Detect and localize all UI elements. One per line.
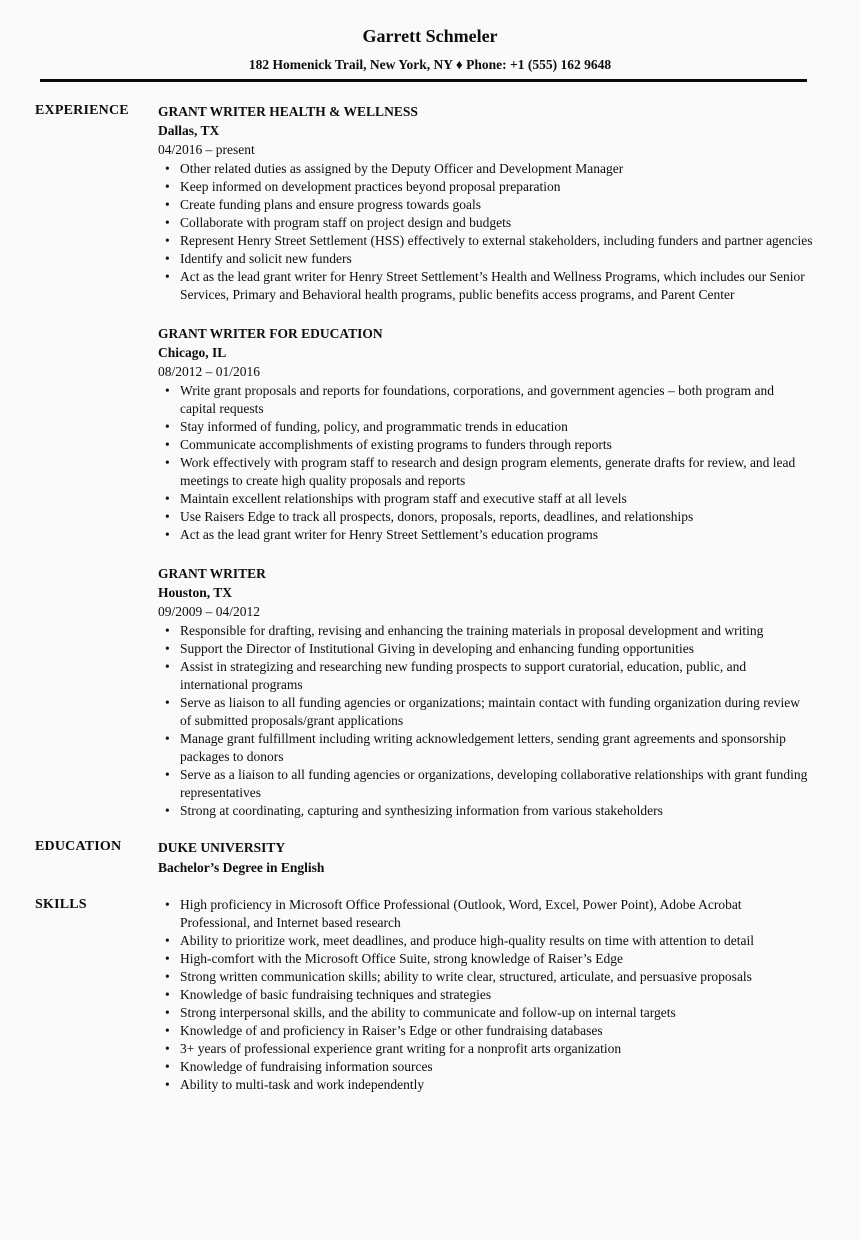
bullet-item: • Strong interpersonal skills, and the ability to communicate and follow-up on internal targets [158, 1004, 813, 1022]
job-bullet-list [158, 622, 813, 820]
bullet-item: • Other related duties as assigned by the Deputy Officer and Development Manager [158, 160, 813, 178]
bullet-item: • Serve as liaison to all funding agencies or organizations; maintain contact with funding organization during review of submitted proposals/grant applications [158, 694, 813, 730]
job-entry [158, 324, 813, 544]
candidate-name: Garrett Schmeler [362, 26, 498, 46]
contact-line: 182 Homenick Trail, New York, NY ♦ Phone: +1 (555) 162 9648 [248, 57, 612, 72]
bullet-item: • Keep informed on development practices beyond proposal preparation [158, 178, 813, 196]
bullet-item: • Strong at coordinating, capturing and synthesizing information from various stakeholders [158, 802, 813, 820]
bullet-item: • Knowledge of basic fundraising techniques and strategies [158, 986, 813, 1004]
bullet-item: • Ability to multi-task and work independently [158, 1076, 813, 1094]
job-entry [158, 564, 813, 820]
bullet-item: • High proficiency in Microsoft Office Professional (Outlook, Word, Excel, Power Point), Adobe Acrobat Professional, and Internet based research [158, 896, 813, 932]
bullet-item: • Collaborate with program staff on project design and budgets [158, 214, 813, 232]
bullet-item: • Write grant proposals and reports for foundations, corporations, and government agencies – both program and capital requests [158, 382, 813, 418]
bullet-item: • Assist in strategizing and researching new funding prospects to support curatorial, education, public, and international programs [158, 658, 813, 694]
experience-label: EXPERIENCE [35, 103, 129, 118]
bullet-item: • Responsible for drafting, revising and enhancing the training materials in proposal development and writing [158, 622, 813, 640]
job-entry [158, 102, 813, 304]
bullet-item: • Manage grant fulfillment including writing acknowledgement letters, sending grant agreements and sponsorship packages to donors [158, 730, 813, 766]
job-dates: 04/2016 – present [158, 142, 255, 157]
bullet-item: • Strong written communication skills; ability to write clear, structured, articulate, and persuasive proposals [158, 968, 813, 986]
bullet-item: • Represent Henry Street Settlement (HSS) effectively to external stakeholders, including funders and partner agencies [158, 232, 813, 250]
job-bullet-list [158, 160, 813, 304]
bullet-item: • Identify and solicit new funders [158, 250, 813, 268]
job-title: GRANT WRITER FOR EDUCATION [158, 326, 383, 341]
bullet-item: • 3+ years of professional experience grant writing for a nonprofit arts organization [158, 1040, 813, 1058]
bullet-item: • Support the Director of Institutional Giving in developing and enhancing funding opportunities [158, 640, 813, 658]
job-location: Dallas, TX [158, 123, 220, 138]
bullet-item: • Ability to prioritize work, meet deadlines, and produce high-quality results on time with attention to detail [158, 932, 813, 950]
bullet-item: • Communicate accomplishments of existing programs to funders through reports [158, 436, 813, 454]
education-school: DUKE UNIVERSITY [158, 840, 286, 855]
education-body [158, 838, 813, 878]
bullet-item: • Use Raisers Edge to track all prospects, donors, proposals, reports, deadlines, and relationships [158, 508, 813, 526]
job-location: Houston, TX [158, 585, 233, 600]
bullet-item: • Knowledge of and proficiency in Raiser’s Edge or other fundraising databases [158, 1022, 813, 1040]
skills-list [158, 896, 813, 1094]
section-education [35, 838, 813, 878]
job-bullet-list [158, 382, 813, 544]
job-dates: 09/2009 – 04/2012 [158, 604, 261, 619]
skills-body [158, 896, 813, 1094]
section-experience [35, 102, 813, 820]
job-location: Chicago, IL [158, 345, 227, 360]
experience-jobs [158, 102, 813, 820]
bullet-item: • Create funding plans and ensure progress towards goals [158, 196, 813, 214]
job-dates: 08/2012 – 01/2016 [158, 364, 261, 379]
bullet-item: • High-comfort with the Microsoft Office Suite, strong knowledge of Raiser’s Edge [158, 950, 813, 968]
education-label: EDUCATION [35, 839, 122, 854]
bullet-item: • Act as the lead grant writer for Henry Street Settlement’s education programs [158, 526, 813, 544]
resume-header [0, 0, 860, 82]
resume-content [0, 82, 860, 1094]
section-skills [35, 896, 813, 1094]
education-degree: Bachelor’s Degree in English [158, 860, 325, 875]
bullet-item: • Stay informed of funding, policy, and programmatic trends in education [158, 418, 813, 436]
bullet-item: • Serve as a liaison to all funding agencies or organizations, developing collaborative relationships with grant funding representatives [158, 766, 813, 802]
bullet-item: • Knowledge of fundraising information sources [158, 1058, 813, 1076]
job-title: GRANT WRITER HEALTH & WELLNESS [158, 104, 418, 119]
bullet-item: • Act as the lead grant writer for Henry Street Settlement’s Health and Wellness Programs, which includes our Senior Services, Primary and Behavioral health programs, public benefits access programs, and Parent Center [158, 268, 813, 304]
bullet-item: • Maintain excellent relationships with program staff and executive staff at all levels [158, 490, 813, 508]
job-title: GRANT WRITER [158, 566, 266, 581]
skills-label: SKILLS [35, 897, 87, 912]
bullet-item: • Work effectively with program staff to research and design program elements, generate drafts for review, and lead meetings to create high quality proposals and reports [158, 454, 813, 490]
